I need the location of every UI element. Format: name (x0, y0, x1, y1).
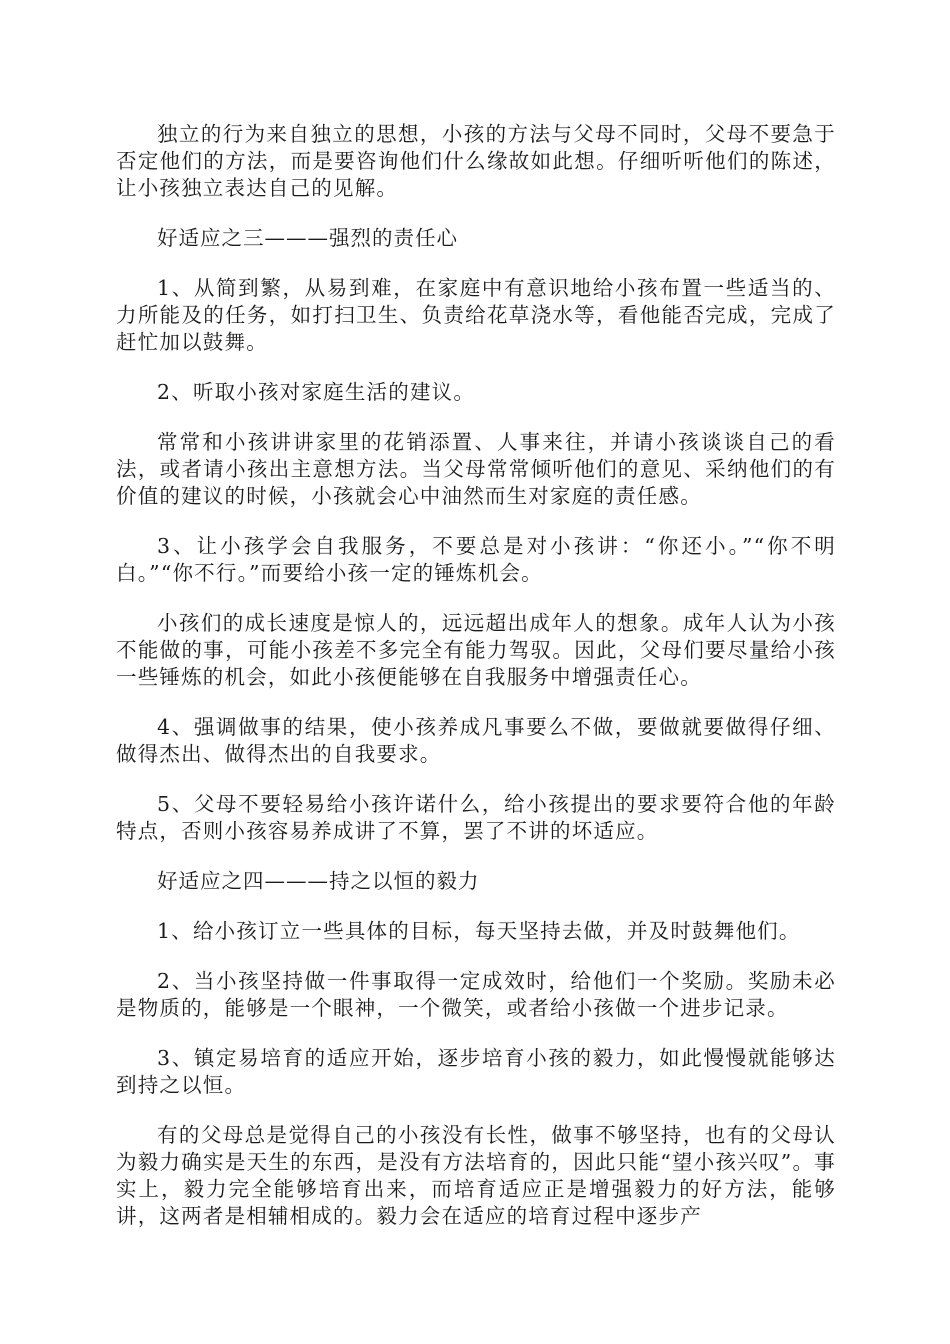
paragraph-item-5-promises: 5、父母不要轻易给小孩许诺什么，给小孩提出的要求要符合他的年龄特点，否则小孩容易养成讲了不算，罢了不讲的坏适应。 (116, 792, 836, 843)
document-body (116, 121, 836, 1253)
section-heading-responsibility: 好适应之三———强烈的责任心 (157, 226, 458, 250)
section-heading-perseverance: 好适应之四———持之以恒的毅力 (157, 869, 480, 893)
paragraph-item-1-tasks: 1、从简到繁，从易到难，在家庭中有意识地给小孩布置一些适当的、力所能及的任务，如打扫卫生、负责给花草浇水等，看他能否完成，完成了赶忙加以鼓舞。 (116, 276, 836, 354)
paragraph-family-matters: 常常和小孩讲讲家里的花销添置、人事来往，并请小孩谈谈自己的看法，或者请小孩出主意想方法。当父母常常倾听他们的意见、采纳他们的有价值的建议的时候，小孩就会心中油然而生对家庭的责任感。 (116, 430, 836, 508)
paragraph-item-2-rewards: 2、当小孩坚持做一件事取得一定成效时，给他们一个奖励。奖励未必是物质的，能够是一个眼神，一个微笑，或者给小孩做一个进步记录。 (116, 969, 836, 1020)
paragraph-growth-speed: 小孩们的成长速度是惊人的，远远超出成年人的想象。成年人认为小孩不能做的事，可能小孩差不多完全有能力驾驭。因此，父母们要尽量给小孩一些锤炼的机会，如此小孩便能够在自我服务中增强责任心。 (116, 611, 836, 689)
paragraph-item-3-habits: 3、镇定易培育的适应开始，逐步培育小孩的毅力，如此慢慢就能够达到持之以恒。 (116, 1046, 836, 1097)
paragraph-item-3-self-service: 3、让小孩学会自我服务，不要总是对小孩讲：“你还小。”“你不明白。”“你不行。”而要给小孩一定的锤炼机会。 (116, 534, 836, 585)
paragraph-willpower: 有的父母总是觉得自己的小孩没有长性，做事不够坚持，也有的父母认为毅力确实是天生的东西，是没有方法培育的，因此只能“望小孩兴叹”。事实上，毅力完全能够培育出来，而培育适应正是增强毅力的好方法，能够讲，这两者是相辅相成的。毅力会在适应的培育过程中逐步产 (116, 1123, 836, 1228)
paragraph-independent-thinking: 独立的行为来自独立的思想，小孩的方法与父母不同时，父母不要急于否定他们的方法，而是要咨询他们什么缘故如此想。仔细听听他们的陈述，让小孩独立表达自己的见解。 (116, 122, 836, 200)
paragraph-item-2-suggestions: 2、听取小孩对家庭生活的建议。 (157, 380, 476, 404)
paragraph-item-4-results: 4、强调做事的结果，使小孩养成凡事要么不做，要做就要做得仔细、做得杰出、做得杰出的自我要求。 (116, 715, 836, 766)
paragraph-item-1-goals: 1、给小孩订立一些具体的目标，每天坚持去做，并及时鼓舞他们。 (157, 919, 801, 943)
